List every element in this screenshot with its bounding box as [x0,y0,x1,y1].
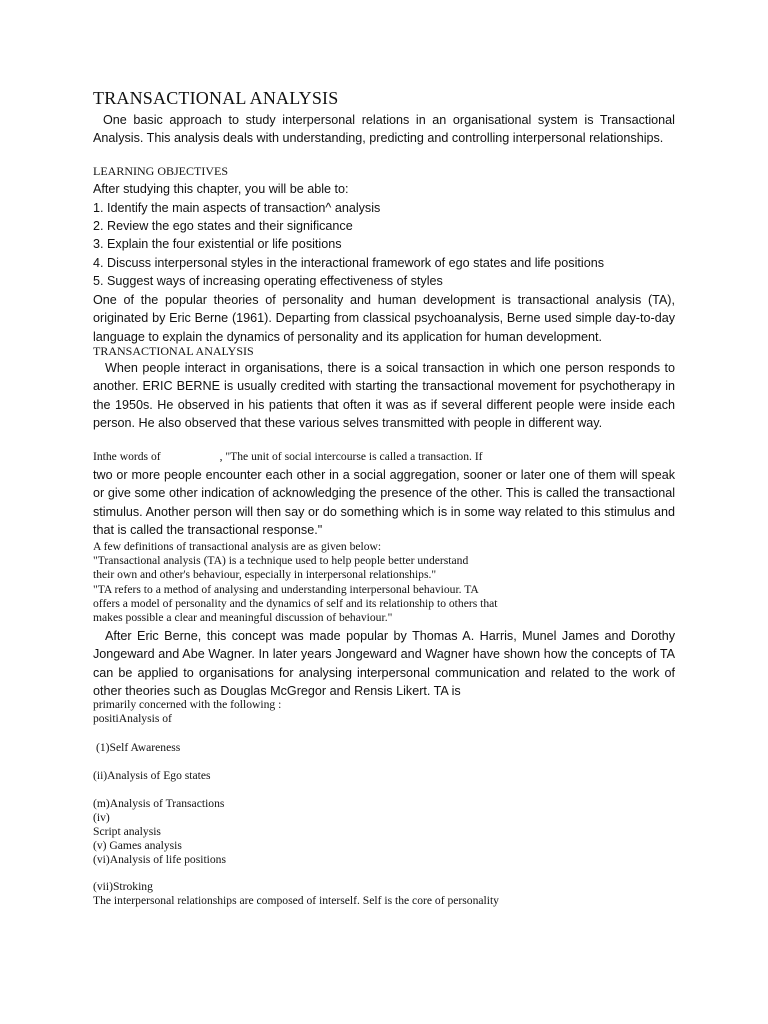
objective-item: 2. Review the ego states and their significance [93,219,353,233]
position-analysis-line: positiAnalysis of [93,712,172,725]
closing-line: The interpersonal relationships are composed of interself. Self is the core of personality [93,894,499,907]
list-item-iv-marker: (iv) [93,811,110,824]
primarily-concerned-line: primarily concerned with the following : [93,698,282,711]
list-item-script-analysis: Script analysis [93,825,161,838]
definition-line: "Transactional analysis (TA) is a technique used to help people better understand [93,554,469,567]
list-item-transactions: (m)Analysis of Transactions [93,797,225,810]
definition-line: makes possible a clear and meaningful discussion of behaviour." [93,611,393,624]
popular-theories-paragraph: One of the popular theories of personality and human development is transactional analysis (TA), originated by Eric Berne (1961). Departing from classical psychoanalysis, Berne used simple day-to-day language to explain the dynamics of personality and its application for human development. [93,293,675,344]
after-studying-text: After studying this chapter, you will be able to: [93,182,349,196]
list-item-stroking: (vii)Stroking [93,880,153,893]
definitions-intro: A few definitions of transactional analysis are as given below: [93,540,382,553]
definition-line: "TA refers to a method of analysing and understanding interpersonal behaviour. TA [93,583,479,596]
list-item-ego-states: (ii)Analysis of Ego states [93,769,211,782]
objective-item: 3. Explain the four existential or life positions [93,237,342,251]
learning-objectives-heading: LEARNING OBJECTIVES [93,164,228,178]
stimulus-paragraph: two or more people encounter each other in a social aggregation, sooner or later one of them will speak or give some other indication of acknowledging the presence of the other. This is called the transactional stimulus. Another person will then say or do something which is in some way related to this stimulus and that is called the transactional response." [93,468,675,538]
interaction-paragraph: When people interact in organisations, there is a soical transaction in which one person responds to another. ERIC BERNE is usually credited with starting the transactional movement for psychotherapy in the 1950s. He observed in his patients that often it was as if several different people were inside each person. He also observed that these various selves transmitted with people in different way. [93,361,675,431]
definition-line: their own and other's behaviour, especially in interpersonal relationships." [93,568,437,581]
after-berne-paragraph: After Eric Berne, this concept was made popular by Thomas A. Harris, Munel James and Dorothy Jongeward and Abe Wagner. In later years Jongeward and Wagner have shown how the concepts of TA can be applied to organisations for analysing interpersonal communication and related to the work of other theories such as Douglas McGregor and Rensis Likert. TA is [93,629,675,699]
document-title: TRANSACTIONAL ANALYSIS [93,88,339,108]
ta-heading: TRANSACTIONAL ANALYSIS [93,344,254,358]
objective-item: 4. Discuss interpersonal styles in the interactional framework of ego states and life positions [93,256,604,270]
words-of-label: Inthe words of [93,450,161,463]
intro-paragraph: One basic approach to study interpersonal relations in an organisational system is Transactional Analysis. This analysis deals with understanding, predicting and controlling interpersonal relationships. [93,113,675,146]
list-item-games-analysis: (v) Games analysis [93,839,182,852]
objective-item: 1. Identify the main aspects of transaction^ analysis [93,201,381,215]
definition-line: offers a model of personality and the dynamics of self and its relationship to others that [93,597,498,610]
berne-quote-start: , "The unit of social intercourse is called a transaction. If [219,450,483,463]
list-item-life-positions: (vi)Analysis of life positions [93,853,226,866]
words-of-line [93,450,675,464]
objective-item: 5. Suggest ways of increasing operating effectiveness of styles [93,274,443,288]
list-item-self-awareness: (1)Self Awareness [96,741,181,754]
